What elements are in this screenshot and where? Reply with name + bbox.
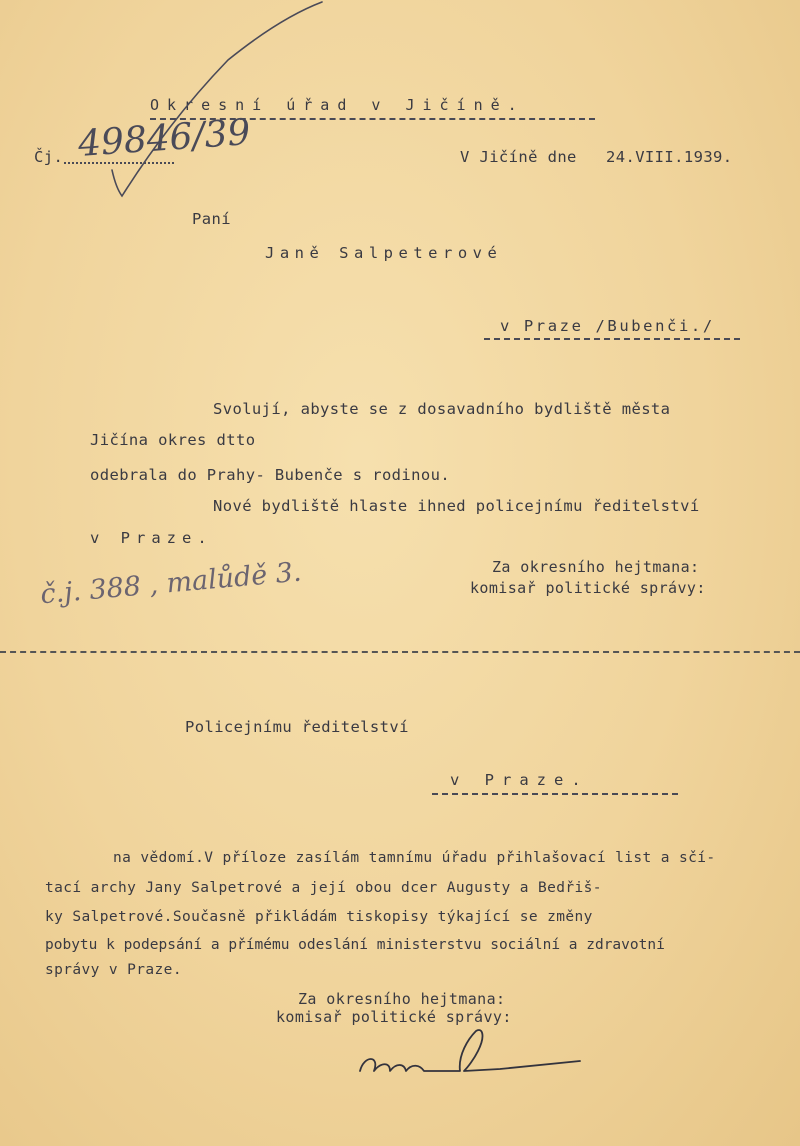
place-date-prefix: V Jičíně dne: [460, 148, 577, 166]
check-mark-icon: [110, 0, 330, 210]
notice-line-2: tací archy Jany Salpetrové a její obou dcer Augusty a Bedřiš-: [45, 880, 602, 896]
body-line-1: Svolují, abyste se z dosavadního bydliště města: [213, 400, 671, 418]
addressee-city-underline: [484, 338, 740, 340]
notice-line-3: ky Salpetrové.Současně přikládám tiskopisy týkající se změny: [45, 909, 593, 925]
office-heading: Okresní úřad v Jičíně.: [150, 96, 525, 114]
notice-line-5: správy v Praze.: [45, 962, 182, 978]
salutation: Paní: [192, 210, 231, 228]
signature-2-line-1: Za okresního hejtmana:: [298, 990, 506, 1008]
body-line-3: odebrala do Prahy- Bubenče s rodinou.: [90, 466, 451, 484]
signature-1-line-2: komisař politické správy:: [470, 579, 706, 597]
second-addressee-name: Policejnímu ředitelství: [185, 718, 409, 736]
handwritten-note: č.j. 388 , malůdě 3.: [39, 556, 303, 611]
body-line-5: v Praze.: [90, 529, 213, 547]
addressee-city: v Praze /Bubenči./: [500, 317, 715, 335]
notice-line-4: pobytu k podepsání a přímému odeslání ministerstvu sociální a zdravotní: [45, 937, 665, 953]
addressee-name: Janě Salpeterové: [265, 244, 503, 262]
second-addressee-underline: [432, 793, 678, 795]
document-date: 24.VIII.1939.: [606, 148, 733, 166]
signature-2-line-2: komisař politické správy:: [276, 1008, 512, 1026]
reference-prefix: Čj.: [34, 148, 64, 166]
handwritten-signature: [350, 1025, 590, 1085]
notice-line-1: na vědomí.V příloze zasílám tamnímu úřadu přihlašovací list a sčí-: [113, 850, 716, 866]
body-line-2: Jičína okres dtto: [90, 431, 256, 449]
signature-1-line-1: Za okresního hejtmana:: [492, 558, 700, 576]
section-separator: [0, 651, 800, 653]
body-line-4: Nové bydliště hlaste ihned policejnímu ředitelství: [213, 497, 700, 515]
reference-number: 49846/39: [76, 112, 252, 165]
second-addressee-city: v Praze.: [450, 771, 589, 789]
